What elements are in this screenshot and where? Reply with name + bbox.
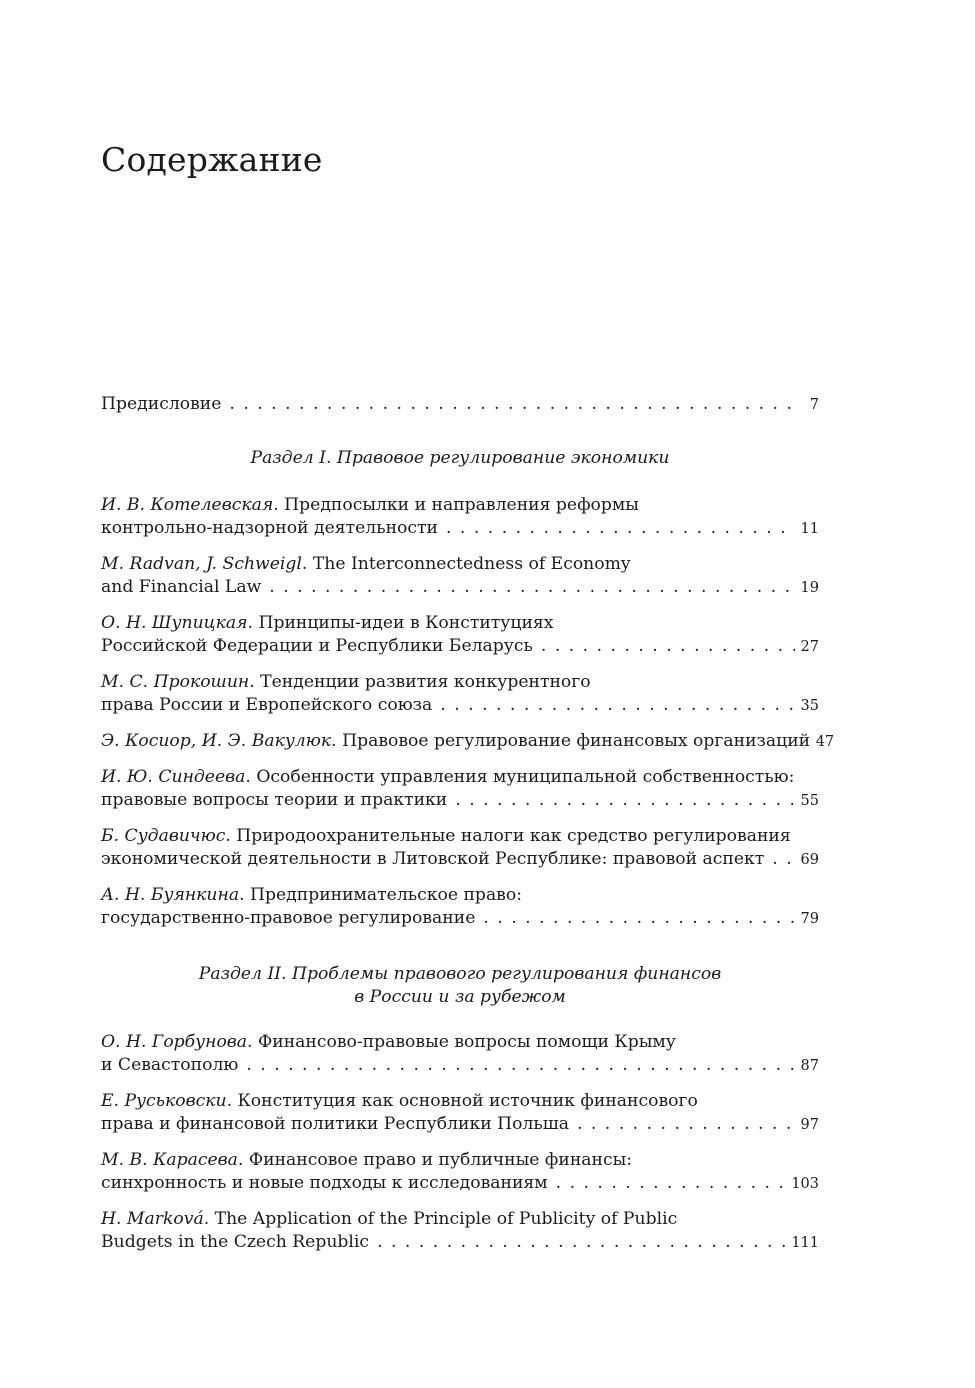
toc-line — [101, 576, 819, 600]
toc-line — [101, 494, 819, 517]
entry-author: А. Н. Буянкина — [101, 885, 240, 905]
toc-line — [101, 671, 819, 694]
section-heading-line: в России и за рубежом — [354, 987, 566, 1007]
entry-title: . Принципы-идеи в Конституциях — [247, 613, 554, 633]
dot-leader — [438, 517, 795, 540]
page-number: 87 — [800, 1058, 819, 1074]
entry-title: . Предпринимательское право: — [239, 885, 523, 905]
page-number: 19 — [800, 580, 819, 596]
toc-entry[interactable] — [101, 1149, 819, 1196]
toc-line — [101, 1208, 819, 1231]
section-heading-line: Раздел I. Правовое регулирование экономики — [250, 448, 670, 468]
entry-author: И. В. Котелевская — [101, 495, 274, 515]
toc-entry[interactable] — [101, 1090, 819, 1137]
entry-title-continued: и Севастополю — [101, 1055, 239, 1075]
entry-author: М. В. Карасева — [101, 1150, 238, 1170]
toc-entry[interactable] — [101, 730, 835, 754]
page-number: 79 — [800, 911, 819, 927]
toc-line — [101, 825, 819, 848]
dot-leader — [447, 789, 795, 812]
dot-leader — [238, 1054, 795, 1077]
page-number: 55 — [800, 793, 819, 809]
entry-title: . Финансовое право и публичные финансы: — [237, 1150, 633, 1170]
entry-title-continued: экономической деятельности в Литовской Республике: правовой аспект — [101, 849, 765, 869]
entry-title-continued: права и финансовой политики Республики Польша — [101, 1114, 569, 1134]
toc-line — [101, 1090, 819, 1113]
toc-entry[interactable] — [101, 494, 819, 541]
entry-title: . Тенденции развития конкурентного — [249, 672, 591, 692]
toc-line — [101, 694, 819, 718]
entry-title: . Конституция как основной источник финансового — [226, 1091, 698, 1111]
page-number: 111 — [791, 1235, 819, 1251]
entry-author: И. Ю. Синдеева — [101, 767, 246, 787]
entry-title-continued: права России и Европейского союза — [101, 695, 433, 715]
entry-title-continued: Российской Федерации и Республики Беларусь — [101, 636, 533, 656]
toc-line — [101, 1113, 819, 1137]
toc-line — [101, 1172, 819, 1196]
dot-leader — [548, 1172, 792, 1195]
dot-leader — [475, 907, 795, 930]
entry-author: H. Marková — [101, 1209, 204, 1229]
toc-line — [101, 884, 819, 907]
toc-line — [101, 730, 835, 754]
toc-entry[interactable] — [101, 1208, 819, 1255]
toc-entry[interactable] — [101, 766, 819, 813]
entry-title-continued: государственно-правовое регулирование — [101, 908, 476, 928]
entry-author: Б. Судавичюс — [101, 826, 226, 846]
entry-title-continued: правовые вопросы теории и практики — [101, 790, 448, 810]
page-number: 7 — [809, 397, 819, 413]
page-number: 11 — [800, 521, 819, 537]
page-number: 35 — [800, 698, 819, 714]
toc-line — [101, 907, 819, 931]
entry-title: . Особенности управления муниципальной собственностью: — [245, 767, 795, 787]
entry-title: . The Interconnectedness of Economy — [301, 554, 631, 574]
toc-entry[interactable] — [101, 884, 819, 931]
dot-leader — [533, 635, 795, 658]
page-number: 97 — [800, 1117, 819, 1133]
entry-author: О. Н. Горбунова — [101, 1032, 248, 1052]
toc-entry[interactable] — [101, 553, 819, 600]
dot-leader — [764, 848, 795, 871]
toc-entry[interactable] — [101, 612, 819, 659]
toc-line — [101, 517, 819, 541]
dot-leader — [261, 576, 795, 599]
entry-author: О. Н. Шупицкая — [101, 613, 248, 633]
toc-entry[interactable] — [101, 825, 819, 872]
section-heading-1 — [101, 447, 819, 470]
entry-title-continued: контрольно-надзорной деятельности — [101, 518, 438, 538]
section-heading-line: Раздел II. Проблемы правового регулирования финансов — [198, 964, 722, 984]
page-number: 103 — [791, 1176, 819, 1192]
preface-label: Предисловие — [101, 394, 222, 414]
entry-title: . The Application of the Principle of Publicity of Public — [203, 1209, 678, 1229]
entry-title: . Предпосылки и направления реформы — [273, 495, 639, 515]
page-number: 47 — [815, 734, 835, 750]
entry-title: . Природоохранительные налоги как средство регулирования — [225, 826, 791, 846]
entry-author: Е. Руськовски — [101, 1091, 227, 1111]
entry-author: М. С. Прокошин — [101, 672, 250, 692]
dot-leader — [369, 1231, 791, 1254]
toc-line — [101, 1231, 819, 1255]
toc-line — [101, 612, 819, 635]
entry-author: Э. Косиор, И. Э. Вакулюк — [101, 731, 332, 751]
toc-line — [101, 766, 819, 789]
dot-leader — [569, 1113, 795, 1136]
table-of-contents — [101, 393, 835, 1255]
dot-leader — [432, 694, 795, 717]
page-number: 27 — [800, 639, 819, 655]
toc-line — [101, 848, 819, 872]
toc-line — [101, 1054, 819, 1078]
dot-leader — [221, 393, 795, 416]
toc-line — [101, 393, 819, 417]
toc-line — [101, 1149, 819, 1172]
toc-line — [101, 553, 819, 576]
toc-line — [101, 1031, 819, 1054]
page-title: Содержание — [101, 140, 323, 179]
entry-title-continued: Budgets in the Czech Republic — [101, 1232, 370, 1252]
entry-title-continued: синхронность и новые подходы к исследованиям — [101, 1173, 548, 1193]
page-number: 69 — [800, 852, 819, 868]
toc-entry[interactable] — [101, 671, 819, 718]
entry-title: . Правовое регулирование финансовых организаций — [331, 731, 811, 751]
entry-title: . Финансово-правовые вопросы помощи Крыму — [247, 1032, 676, 1052]
toc-entry-preface[interactable] — [101, 393, 819, 417]
toc-line — [101, 789, 819, 813]
entry-author: M. Radvan, J. Schweigl — [101, 554, 302, 574]
section-heading-2 — [101, 963, 819, 1009]
entry-title-continued: and Financial Law — [101, 577, 262, 597]
toc-entry[interactable] — [101, 1031, 819, 1078]
toc-line — [101, 635, 819, 659]
